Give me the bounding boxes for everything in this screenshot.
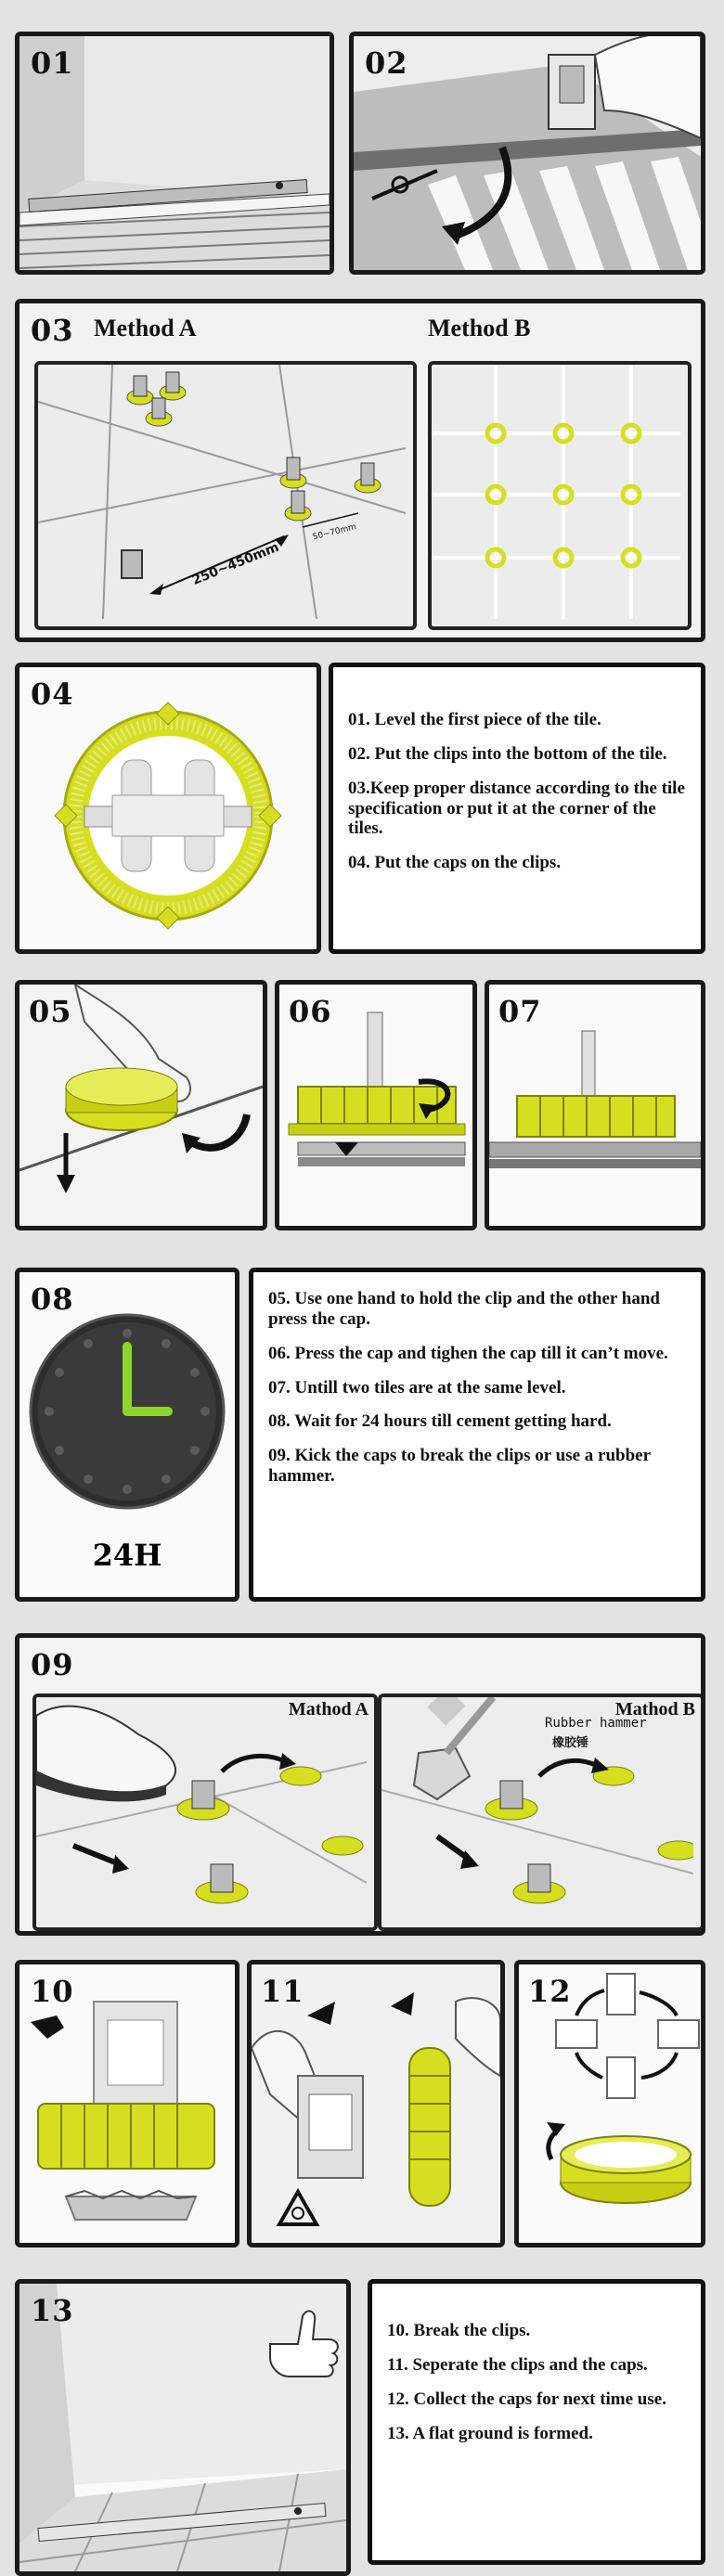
method-a-view (34, 361, 417, 630)
step-number: 04 (31, 676, 74, 712)
step-number: 02 (365, 45, 408, 81)
step-number: 09 (31, 1647, 74, 1682)
instruction-item: 07. Untill two tiles are at the same level. (268, 1377, 566, 1397)
instruction-item: 09. Kick the caps to break the clips or use a rubber hammer. (268, 1446, 651, 1487)
instruction-item: 04. Put the caps on the clips. (348, 853, 562, 873)
instruction-item: 13. A flat ground is formed. (387, 2423, 593, 2443)
panel-10 (15, 1960, 239, 2248)
instruction-item: 10. Break the clips. (387, 2321, 531, 2340)
step-number: 06 (289, 994, 332, 1029)
distance-label-small: 50~70mm (311, 522, 357, 543)
instruction-item: 02. Put the clips into the bottom of the tile. (348, 743, 667, 764)
clip-cap (355, 463, 381, 493)
rubber-hammer-label: Rubber hammer (545, 1716, 647, 1731)
rubber-hammer-label-cn: 橡胶锤 (552, 1736, 589, 1750)
step-number: 07 (498, 994, 542, 1029)
step-number: 03 (31, 313, 74, 348)
step-number: 05 (29, 994, 72, 1029)
clip-cap (285, 491, 311, 521)
panel-04 (15, 663, 321, 954)
step-number: 01 (31, 45, 74, 81)
method-a-label: Mathod A (288, 1699, 368, 1719)
panel-13 (15, 2279, 351, 2576)
instruction-item: 01. Level the first piece of the tile. (348, 710, 601, 729)
method-b-title: Method B (428, 315, 531, 341)
step-number: 13 (31, 2293, 74, 2328)
instructions-block-3 (368, 2279, 705, 2565)
clock-label: 24H (92, 1538, 162, 1573)
panel-08 (15, 1268, 239, 1602)
panel-01 (15, 32, 334, 275)
method-a-title: Method A (94, 315, 197, 341)
step-number: 08 (31, 1282, 74, 1317)
method-b-hammer-view (378, 1694, 705, 1931)
panel-03 (15, 299, 705, 642)
instruction-item: 12. Collect the caps for next time use. (387, 2389, 666, 2409)
instruction-item: 11. Seperate the clips and the caps. (387, 2354, 648, 2375)
instruction-item: 08. Wait for 24 hours till cement getting hard. (268, 1411, 612, 1432)
instruction-item: 03.Keep proper distance according to the tile specification or put it at the corner of the tiles. (348, 778, 685, 839)
method-a-kick-view (32, 1694, 378, 1931)
method-b-view (428, 361, 692, 630)
clip-cap (160, 372, 186, 400)
panel-02 (349, 32, 705, 275)
step-number: 11 (261, 1974, 304, 2009)
panel-06 (275, 980, 477, 1230)
distance-label: 250~450mm (189, 539, 281, 588)
panel-07 (485, 980, 705, 1230)
panel-12 (514, 1960, 705, 2248)
step-number: 10 (31, 1974, 74, 2009)
panel-05 (15, 980, 267, 1230)
step-number: 12 (528, 1974, 572, 2009)
panel-09 (15, 1633, 705, 1936)
instruction-item: 06. Press the cap and tighen the cap till it can’t move. (268, 1343, 668, 1363)
instructions-block-1 (329, 663, 705, 954)
instruction-item: 05. Use one hand to hold the clip and the other hand press the cap. (268, 1289, 660, 1329)
clip (122, 550, 142, 578)
panel-11 (247, 1960, 505, 2248)
instructions-block-2 (249, 1268, 705, 1602)
clip-cap (127, 376, 153, 405)
method-b-label: Mathod B (614, 1699, 695, 1719)
recycle-icon (279, 2192, 317, 2224)
